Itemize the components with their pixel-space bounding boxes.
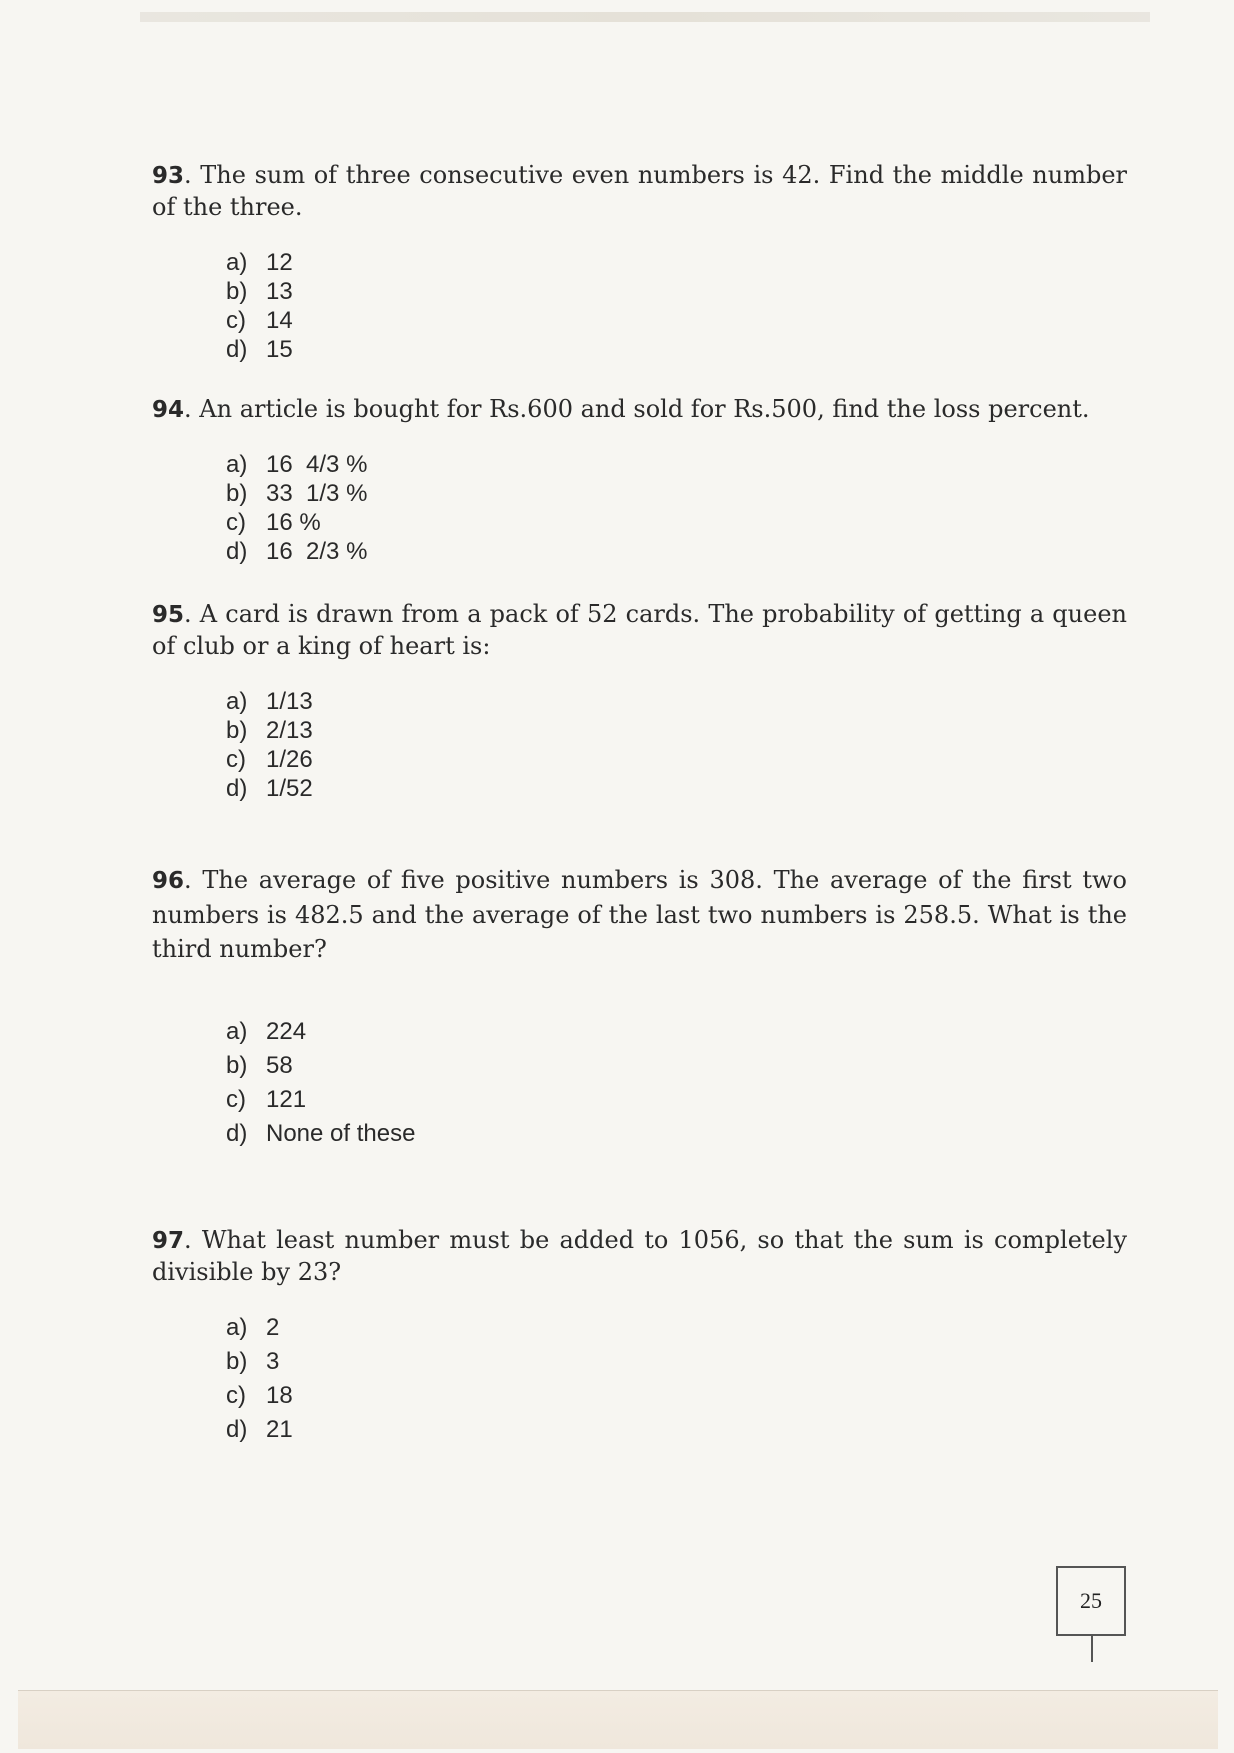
option-b: b) 58 — [226, 1052, 293, 1079]
question-text: 94. An article is bought for Rs.600 and sold for Rs.500, find the loss percent. — [152, 395, 1090, 423]
page-number-tick — [1091, 1636, 1093, 1662]
options-list — [226, 1311, 293, 1447]
question-96 — [152, 863, 1127, 1147]
options-list — [226, 248, 293, 364]
option-c: c) 14 — [226, 307, 293, 334]
option-a: a) 1/13 — [226, 688, 313, 715]
option-b: b) 33 1/3 % — [226, 480, 368, 507]
option-a: a) 2 — [226, 1314, 280, 1341]
options-list — [226, 687, 313, 803]
option-d: d) None of these — [226, 1120, 416, 1147]
option-c: c) 121 — [226, 1086, 307, 1113]
question-number: 96 — [152, 868, 185, 894]
question-number: 95 — [152, 602, 185, 628]
option-d: d) 15 — [226, 336, 293, 363]
option-b: b) 2/13 — [226, 717, 313, 744]
options-list — [226, 450, 367, 566]
question-number: 93 — [152, 163, 185, 189]
question-text: 95. A card is drawn from a pack of 52 cards. The probability of getting a queen of club or a king of heart is: — [152, 600, 1127, 660]
option-a: a) 224 — [226, 1018, 307, 1045]
question-text: 93. The sum of three consecutive even numbers is 42. Find the middle number of the three. — [152, 161, 1127, 221]
option-b: b) 13 — [226, 278, 293, 305]
option-a: a) 12 — [226, 249, 293, 276]
option-d: d) 21 — [226, 1416, 293, 1443]
option-a: a) 16 4/3 % — [226, 451, 368, 478]
option-c: c) 18 — [226, 1382, 293, 1409]
option-c: c) 1/26 — [226, 746, 313, 773]
question-text: 96. The average of five positive numbers is 308. The average of the first two numbers is 482.5 and the average of the last two numbers is 258.5. What is the third number? — [152, 866, 1127, 963]
question-number: 97 — [152, 1228, 185, 1254]
question-94 — [152, 394, 1127, 565]
question-text: 97. What least number must be added to 1056, so that the sum is completely divisible by 23? — [152, 1226, 1127, 1286]
page-number: 25 — [1056, 1566, 1126, 1636]
option-d: d) 16 2/3 % — [226, 538, 368, 565]
scan-edge-bottom — [18, 1690, 1218, 1749]
option-b: b) 3 — [226, 1348, 280, 1375]
question-95 — [152, 599, 1127, 802]
option-c: c) 16 % — [226, 509, 321, 536]
option-d: d) 1/52 — [226, 775, 313, 802]
question-number: 94 — [152, 397, 185, 423]
scan-edge-top — [140, 12, 1150, 22]
options-list — [226, 1015, 415, 1151]
question-97 — [152, 1225, 1127, 1443]
question-93 — [152, 160, 1127, 363]
